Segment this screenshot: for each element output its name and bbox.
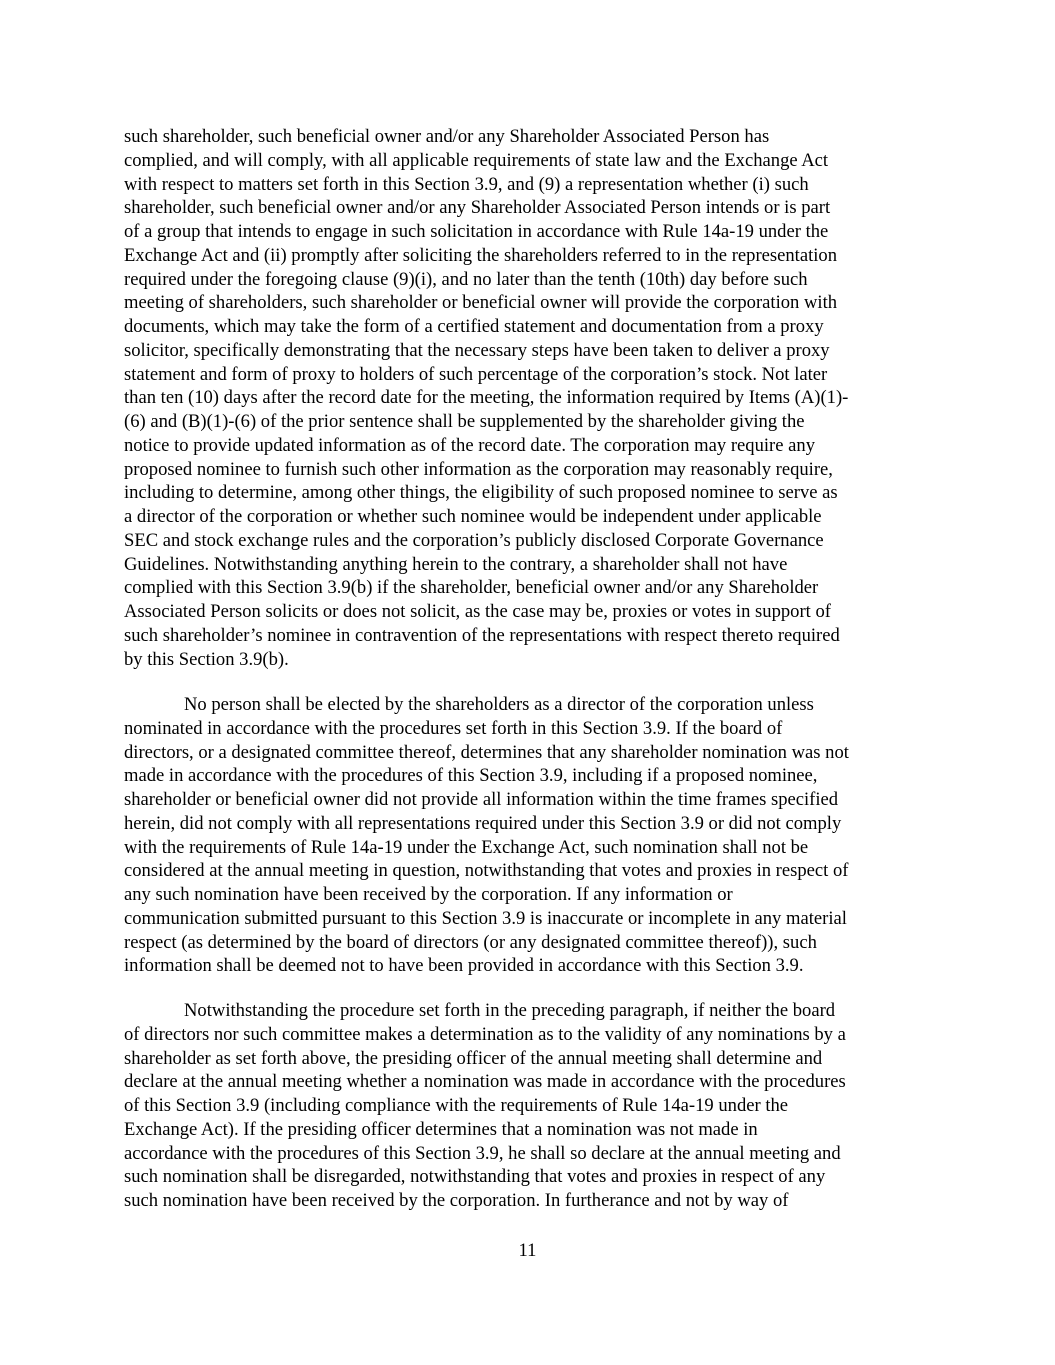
paragraph-notwithstanding-procedure [124, 999, 936, 1213]
text-line: such shareholder’s nominee in contravention of the representations with respect thereto required [124, 624, 840, 646]
text-line: No person shall be elected by the shareholders as a director of the corporation unless [184, 694, 814, 715]
text-line: of this Section 3.9 (including compliance with the requirements of Rule 14a-19 under the [124, 1095, 789, 1116]
text-line: shareholder, such beneficial owner and/or any Shareholder Associated Person intends or is part [124, 197, 831, 219]
text-line: by this Section 3.9(b). [124, 648, 289, 670]
text-line: meeting of shareholders, such shareholder or beneficial owner will provide the corporation with [124, 292, 838, 314]
text-line: Associated Person solicits or does not solicit, as the case may be, proxies or votes in support of [124, 601, 831, 622]
text-line: proposed nominee to furnish such other information as the corporation may reasonably require, [124, 458, 833, 480]
text-line: declare at the annual meeting whether a nomination was made in accordance with the procedures [124, 1071, 846, 1093]
text-line: respect (as determined by the board of directors (or any designated committee thereof)), such [124, 931, 817, 953]
text-line: considered at the annual meeting in question, notwithstanding that votes and proxies in respect of [124, 860, 849, 882]
text-line: statement and form of proxy to holders of such percentage of the corporation’s stock. Not later [124, 363, 828, 385]
text-line: of directors nor such committee makes a determination as to the validity of any nominations by a [124, 1023, 846, 1045]
text-line: with respect to matters set forth in this Section 3.9, and (9) a representation whether (i) such [124, 173, 809, 195]
text-line: information shall be deemed not to have been provided in accordance with this Section 3.9. [124, 955, 804, 977]
text-line: made in accordance with the procedures of this Section 3.9, including if a proposed nominee, [124, 765, 818, 787]
text-line: such nomination shall be disregarded, notwithstanding that votes and proxies in respect of any [124, 1166, 826, 1188]
text-line: communication submitted pursuant to this Section 3.9 is inaccurate or incomplete in any material [124, 907, 847, 929]
text-line: required under the foregoing clause (9)(i), and no later than the tenth (10th) day before such [124, 268, 808, 290]
text-line: including to determine, among other things, the eligibility of such proposed nominee to serve as [124, 482, 838, 504]
text-line: than ten (10) days after the record date for the meeting, the information required by Items (A)(1)- [124, 387, 849, 409]
text-line: with the requirements of Rule 14a-19 under the Exchange Act, such nomination shall not be [124, 836, 809, 858]
text-line: directors, or a designated committee thereof, determines that any shareholder nomination was not [124, 741, 849, 763]
text-line: such shareholder, such beneficial owner and/or any Shareholder Associated Person has [124, 126, 770, 147]
text-line: Notwithstanding the procedure set forth in the preceding paragraph, if neither the board [184, 1000, 836, 1021]
text-line: shareholder or beneficial owner did not provide all information within the time frames specified [124, 789, 839, 810]
text-line: nominated in accordance with the procedures set forth in this Section 3.9. If the board of [124, 717, 783, 739]
text-line: any such nomination have been received by the corporation. If any information or [124, 884, 733, 905]
text-line: SEC and stock exchange rules and the corporation’s publicly disclosed Corporate Governance [124, 529, 824, 551]
text-line: solicitor, specifically demonstrating that the necessary steps have been taken to deliver a proxy [124, 339, 830, 361]
text-line: Exchange Act). If the presiding officer determines that a nomination was not made in [124, 1118, 758, 1140]
text-line: a director of the corporation or whether such nominee would be independent under applicable [124, 506, 822, 527]
text-line: complied, and will comply, with all applicable requirements of state law and the Exchange Act [124, 149, 829, 171]
paragraph-continued-representations [124, 125, 936, 671]
text-line: documents, which may take the form of a certified statement and documentation from a proxy [124, 316, 824, 337]
text-line: herein, did not comply with all representations required under this Section 3.9 or did not comply [124, 812, 842, 834]
text-line: notice to provide updated information as of the record date. The corporation may require any [124, 434, 815, 456]
text-line: accordance with the procedures of this Section 3.9, he shall so declare at the annual meeting and [124, 1142, 841, 1164]
text-line: shareholder as set forth above, the presiding officer of the annual meeting shall determine and [124, 1047, 823, 1069]
paragraph-no-person-elected [124, 693, 936, 978]
text-line: such nomination have been received by the corporation. In furtherance and not by way of [124, 1190, 789, 1211]
text-line: Exchange Act and (ii) promptly after soliciting the shareholders referred to in the representation [124, 244, 838, 266]
text-line: of a group that intends to engage in such solicitation in accordance with Rule 14a-19 under the [124, 221, 829, 242]
text-line: Guidelines. Notwithstanding anything herein to the contrary, a shareholder shall not have [124, 553, 788, 575]
text-line: (6) and (B)(1)-(6) of the prior sentence shall be supplemented by the shareholder giving the [124, 411, 805, 432]
text-line: complied with this Section 3.9(b) if the shareholder, beneficial owner and/or any Shareholder [124, 577, 819, 599]
page-number: 11 [518, 1240, 537, 1261]
